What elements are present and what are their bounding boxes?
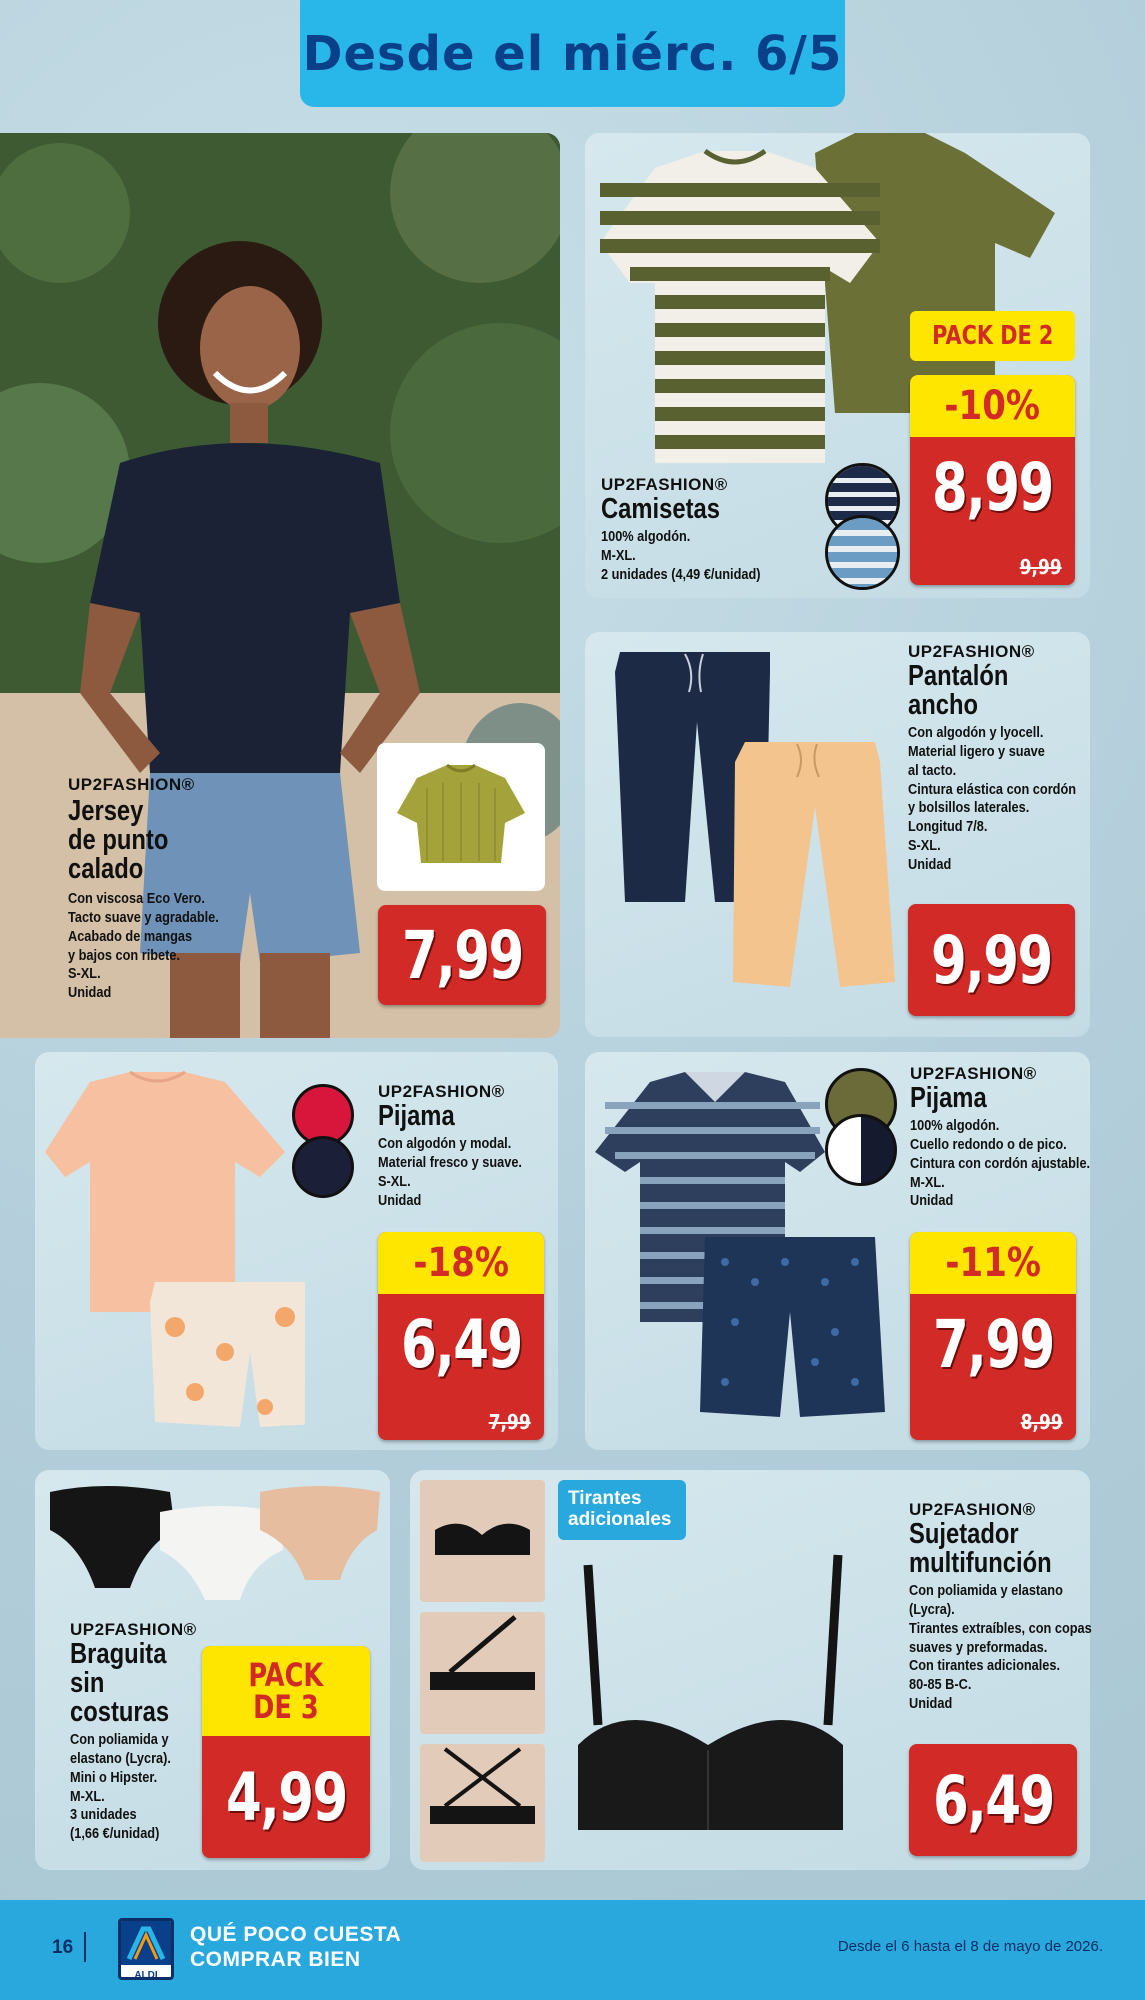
pijama-women-desc-line: Unidad [378,1192,422,1209]
color-swatch-white-navy[interactable] [825,1114,897,1186]
pijama-women-text [378,1082,542,1210]
pantalon-description [908,724,1076,875]
braguita-price-box [202,1646,370,1858]
pantalon-desc-line: Cintura elástica con cordón [908,781,1077,798]
pantalon-price-box [908,904,1075,1016]
pijama-men-desc-line: Cintura con cordón ajustable. [910,1155,1091,1172]
discount-text: -11% [945,1240,1041,1286]
aldi-logo-text: ALDI [134,1970,158,1980]
jersey-desc-line: S-XL. [68,966,101,983]
braguita-card[interactable] [35,1470,390,1870]
sujetador-price-box [909,1744,1077,1856]
sujetador-image [558,1545,858,1865]
pantalon-desc-line: S-XL. [908,838,941,855]
aldi-logo[interactable] [118,1918,174,1980]
camisetas-desc-line: 2 unidades (4,49 €/unidad) [601,566,761,583]
pantalon-name [908,662,1065,720]
braguita-desc-line: elastano (Lycra). [70,1750,171,1767]
sujetador-card[interactable] [410,1470,1090,1870]
extra-straps-tag [558,1480,686,1540]
pantalon-card[interactable] [585,632,1090,1037]
jersey-name [68,797,209,884]
aldi-logo-icon [121,1921,171,1965]
camisetas-name: Camisetas [601,493,720,526]
braguita-brand: UP2FASHION® [70,1620,197,1639]
braguita-name-line: sin [70,1667,105,1700]
page-number: 16 [52,1937,74,1958]
pijama-women-image [35,1052,305,1450]
sujetador-desc-line: Tirantes extraíbles, con copas [909,1620,1092,1637]
camisetas-brand: UP2FASHION® [601,475,728,494]
pantalon-text [908,642,1099,875]
jersey-thumbnail [377,743,545,891]
discount-text: -10% [944,383,1041,429]
jersey-name-line: calado [68,853,144,886]
braguita-name-line: costuras [70,1696,170,1729]
pijama-men-card[interactable] [585,1052,1090,1450]
jersey-text [68,775,239,1003]
bra-thumb-crossback[interactable] [420,1612,545,1734]
extra-straps-line: adicionales [568,1509,672,1530]
slogan [190,1922,401,1972]
pantalon-desc-line: Unidad [908,856,952,873]
pijama-women-card[interactable] [35,1052,558,1450]
pijama-men-desc-line: Cuello redondo o de pico. [910,1136,1067,1153]
jersey-brand: UP2FASHION® [68,775,195,794]
pijama-men-price: 7,99 [932,1305,1054,1383]
pack-badge [202,1646,370,1736]
bra-thumb-strapless[interactable] [420,1480,545,1602]
header-banner [300,0,845,107]
sujetador-name-line: multifunción [909,1547,1052,1580]
discount-badge [378,1232,544,1294]
camisetas-old-price: 9,99 [1019,555,1062,579]
pijama-men-description [910,1117,1090,1211]
pantalon-image [585,632,915,1037]
pijama-women-desc-line: Material fresco y suave. [378,1154,522,1171]
pantalon-name-line: Pantalón [908,660,1009,693]
pack-badge-line: DE 3 [253,1688,319,1726]
jersey-description [68,890,219,1003]
pantalon-desc-line: Con algodón y lyocell. [908,725,1044,742]
pijama-men-text [910,1064,1115,1211]
jersey-desc-line: y bajos con ribete. [68,947,181,964]
jersey-price: 7,99 [401,916,523,994]
page-divider [84,1932,86,1962]
pijama-women-desc-line: Con algodón y modal. [378,1136,512,1153]
sujetador-desc-line: Con poliamida y elastano [909,1583,1063,1600]
pack-badge-line: PACK [248,1656,324,1694]
camisetas-desc-line: M-XL. [601,547,636,564]
pijama-women-description [378,1135,522,1210]
braguita-desc-line: M-XL. [70,1788,105,1805]
jersey-name-line: Jersey [68,795,144,828]
braguita-desc-line: (1,66 €/unidad) [70,1826,160,1843]
jersey-desc-line: Tacto suave y agradable. [68,909,219,926]
color-swatch-blue-stripe[interactable] [825,515,900,590]
pantalon-desc-line: al tacto. [908,762,957,779]
sujetador-description [909,1582,1092,1714]
camisetas-price: 8,99 [932,448,1053,526]
color-swatch-navy[interactable] [292,1136,354,1198]
camisetas-desc-line: 100% algodón. [601,529,691,546]
braguita-text [70,1620,197,1844]
discount-badge [910,1232,1076,1294]
pantalon-desc-line: y bolsillos laterales. [908,800,1030,817]
braguita-image [35,1470,390,1600]
pijama-men-desc-line: 100% algodón. [910,1118,1000,1135]
jersey-price-box [378,905,546,1005]
jersey-desc-line: Acabado de mangas [68,928,193,945]
sujetador-desc-line: suaves y preformadas. [909,1639,1048,1656]
sujetador-brand: UP2FASHION® [909,1500,1036,1519]
sujetador-desc-line: Unidad [909,1696,953,1713]
sujetador-name-line: Sujetador [909,1518,1019,1551]
sujetador-name [909,1520,1079,1578]
pantalon-desc-line: Material ligero y suave [908,743,1045,760]
pijama-women-name: Pijama [378,1100,455,1133]
pijama-men-price-box [910,1232,1076,1440]
jersey-desc-line: Con viscosa Eco Vero. [68,891,205,908]
extra-straps-line: Tirantes [568,1488,642,1510]
pack-badge [910,311,1075,361]
pijama-men-brand: UP2FASHION® [910,1064,1037,1083]
braguita-name-line: Braguita [70,1638,167,1671]
pantalon-brand: UP2FASHION® [908,642,1035,661]
pijama-women-desc-line: S-XL. [378,1173,411,1190]
braguita-desc-line: 3 unidades [70,1807,137,1824]
camisetas-description [601,528,761,585]
footer [0,1900,1145,2000]
pijama-women-price: 6,49 [400,1305,522,1383]
jersey-name-line: de punto [68,824,169,857]
braguita-description [70,1731,181,1844]
pijama-men-old-price: 8,99 [1020,1410,1063,1434]
sujetador-desc-line: (Lycra). [909,1601,955,1618]
discount-badge [910,375,1075,437]
validity-text: Desde el 6 hasta el 8 de mayo de 2026. [837,1938,1103,1955]
pijama-women-price-box [378,1232,544,1440]
braguita-price: 4,99 [225,1758,347,1836]
jersey-card[interactable] [0,133,560,1038]
sujetador-text [909,1500,1117,1714]
pijama-men-desc-line: Unidad [910,1193,954,1210]
pijama-women-brand: UP2FASHION® [378,1082,505,1101]
pantalon-price: 9,99 [931,921,1052,999]
sujetador-desc-line: 80-85 B-C. [909,1677,972,1694]
header-title: Desde el miérc. 6/5 [302,25,843,82]
pantalon-name-line: ancho [908,689,979,722]
braguita-name [70,1640,174,1727]
pijama-women-old-price: 7,99 [488,1410,531,1434]
pijama-men-name: Pijama [910,1082,987,1115]
jersey-desc-line: Unidad [68,985,112,1002]
camisetas-card[interactable] [585,133,1090,598]
pack-badge-text: PACK DE 2 [931,321,1054,351]
camisetas-price-box [910,375,1075,585]
pijama-men-desc-line: M-XL. [910,1174,945,1191]
sujetador-desc-line: Con tirantes adicionales. [909,1658,1061,1675]
slogan-line: QUÉ POCO CUESTA [190,1923,402,1946]
camisetas-text [601,475,782,585]
jersey-image [377,743,545,891]
bra-thumb-xback[interactable] [420,1744,545,1862]
braguita-desc-line: Con poliamida y [70,1732,169,1749]
braguita-desc-line: Mini o Hipster. [70,1769,158,1786]
discount-text: -18% [413,1240,509,1286]
sujetador-price: 6,49 [932,1761,1054,1839]
pantalon-desc-line: Longitud 7/8. [908,819,988,836]
slogan-line: COMPRAR BIEN [190,1948,361,1972]
